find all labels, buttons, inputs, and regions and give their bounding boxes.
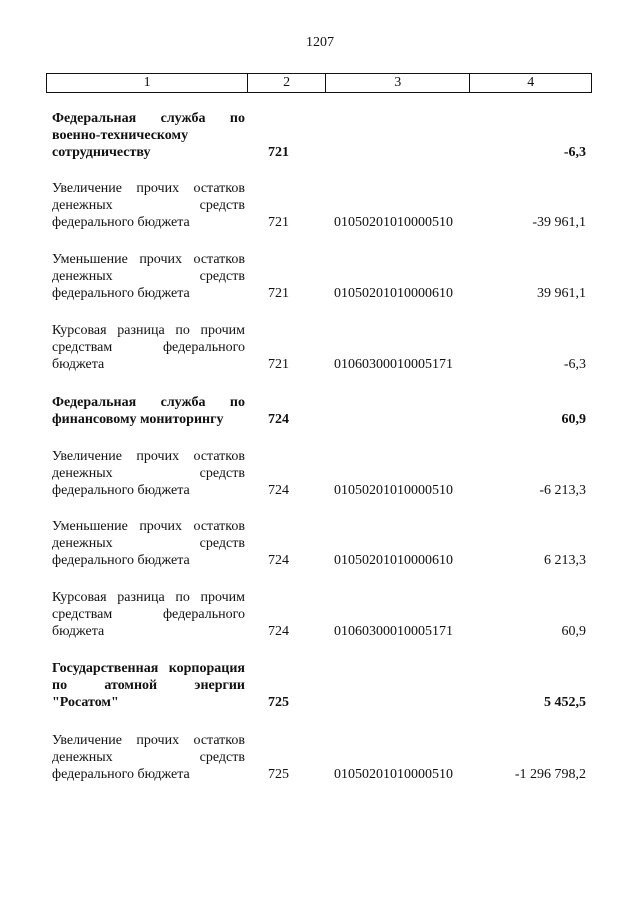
header-col-1: 1 — [47, 74, 248, 92]
row-admin-code: 721 — [268, 286, 289, 301]
row-description: Курсовая разница по прочим средствам федерального бюджета — [52, 323, 245, 372]
table-row — [46, 180, 592, 231]
row-amount: 60,9 — [561, 412, 586, 427]
row-amount: -6,3 — [563, 145, 586, 160]
row-admin-code: 721 — [268, 215, 289, 230]
row-classification-code: 01050201010000510 — [334, 767, 453, 782]
table-row — [46, 518, 592, 569]
row-amount: -39 961,1 — [532, 215, 586, 230]
row-amount: 60,9 — [561, 624, 586, 639]
row-admin-code: 725 — [268, 767, 289, 782]
row-description: Государственная корпорация по атомной энергии "Росатом" — [52, 661, 245, 710]
row-description: Федеральная служба по финансовому мониторингу — [52, 395, 245, 427]
row-description: Уменьшение прочих остатков денежных средств федерального бюджета — [52, 252, 245, 301]
row-description: Уменьшение прочих остатков денежных средств федерального бюджета — [52, 519, 245, 568]
table-row-organization — [46, 660, 592, 711]
row-amount: 5 452,5 — [544, 695, 586, 710]
row-admin-code: 725 — [268, 695, 289, 710]
header-col-4: 4 — [527, 75, 535, 90]
row-description: Увеличение прочих остатков денежных средств федерального бюджета — [52, 449, 245, 498]
row-amount: -6 213,3 — [539, 483, 586, 498]
row-admin-code: 724 — [268, 483, 289, 498]
row-amount: 39 961,1 — [537, 286, 586, 301]
table-row — [46, 251, 592, 302]
row-amount: -6,3 — [563, 357, 586, 372]
row-classification-code: 01050201010000610 — [334, 553, 453, 568]
table-row-organization — [46, 110, 592, 161]
row-admin-code: 721 — [268, 357, 289, 372]
row-classification-code: 01050201010000510 — [334, 215, 453, 230]
row-classification-code: 01050201010000610 — [334, 286, 453, 301]
row-amount: 6 213,3 — [544, 553, 586, 568]
row-admin-code: 721 — [268, 145, 289, 160]
table-row — [46, 448, 592, 499]
row-classification-code: 01050201010000510 — [334, 483, 453, 498]
header-col-2: 2 — [248, 74, 326, 92]
row-admin-code: 724 — [268, 412, 289, 427]
row-classification-code: 01060300010005171 — [334, 624, 453, 639]
row-description: Курсовая разница по прочим средствам федерального бюджета — [52, 590, 245, 639]
table-row — [46, 322, 592, 373]
header-col-3: 3 — [326, 74, 470, 92]
row-classification-code: 01060300010005171 — [334, 357, 453, 372]
row-description: Увеличение прочих остатков денежных средств федерального бюджета — [52, 181, 245, 230]
table-header — [46, 73, 592, 93]
row-description: Федеральная служба по военно-техническому сотрудничеству — [52, 111, 245, 160]
row-admin-code: 724 — [268, 553, 289, 568]
row-admin-code: 724 — [268, 624, 289, 639]
table-row-organization — [46, 394, 592, 428]
row-amount: -1 296 798,2 — [514, 767, 586, 782]
table-row — [46, 732, 592, 783]
row-description: Увеличение прочих остатков денежных средств федерального бюджета — [52, 733, 245, 782]
page-number: 1207 — [306, 35, 334, 50]
table-row — [46, 589, 592, 640]
